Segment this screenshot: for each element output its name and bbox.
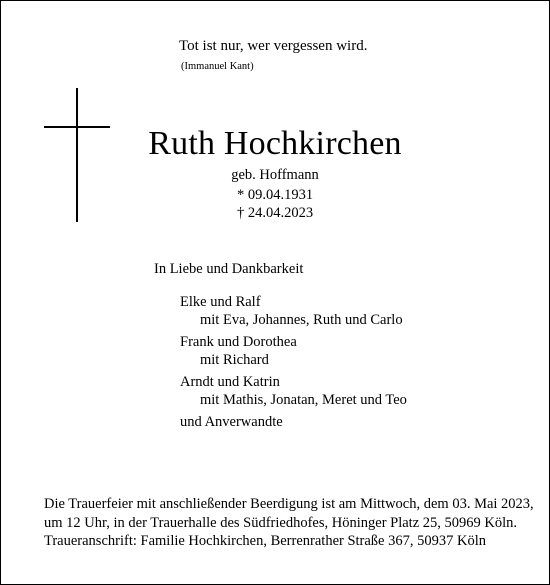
family-parents: Frank und Dorothea bbox=[180, 334, 297, 350]
family-parents: Arndt und Katrin bbox=[180, 374, 280, 390]
family-children: mit Eva, Johannes, Ruth und Carlo bbox=[200, 312, 403, 328]
birth-date: * 09.04.1931 bbox=[236, 187, 314, 203]
family-parents: Elke und Ralf bbox=[180, 294, 261, 310]
family-group bbox=[180, 293, 403, 329]
mourners-intro: In Liebe und Dankbarkeit bbox=[154, 261, 304, 277]
service-info-line: Die Trauerfeier mit anschließender Beerdigung ist am Mittwoch, dem 03. Mai 2023, bbox=[44, 496, 534, 512]
birth-name: geb. Hoffmann bbox=[231, 167, 319, 183]
family-children: mit Richard bbox=[200, 352, 269, 368]
relatives: und Anverwandte bbox=[180, 414, 283, 430]
family-group bbox=[180, 373, 407, 409]
family-group bbox=[180, 333, 297, 369]
quote-author: (Immanuel Kant) bbox=[181, 61, 254, 72]
death-date: † 24.04.2023 bbox=[236, 205, 314, 221]
quote-text: Tot ist nur, wer vergessen wird. bbox=[179, 38, 368, 54]
service-info-line: um 12 Uhr, in der Trauerhalle des Südfriedhofes, Höninger Platz 25, 50969 Köln. bbox=[44, 515, 518, 531]
family-children: mit Mathis, Jonatan, Meret und Teo bbox=[200, 392, 407, 408]
mourning-address: Traueranschrift: Familie Hochkirchen, Berrenrather Straße 367, 50937 Köln bbox=[44, 533, 486, 549]
deceased-name: Ruth Hochkirchen bbox=[148, 125, 402, 162]
